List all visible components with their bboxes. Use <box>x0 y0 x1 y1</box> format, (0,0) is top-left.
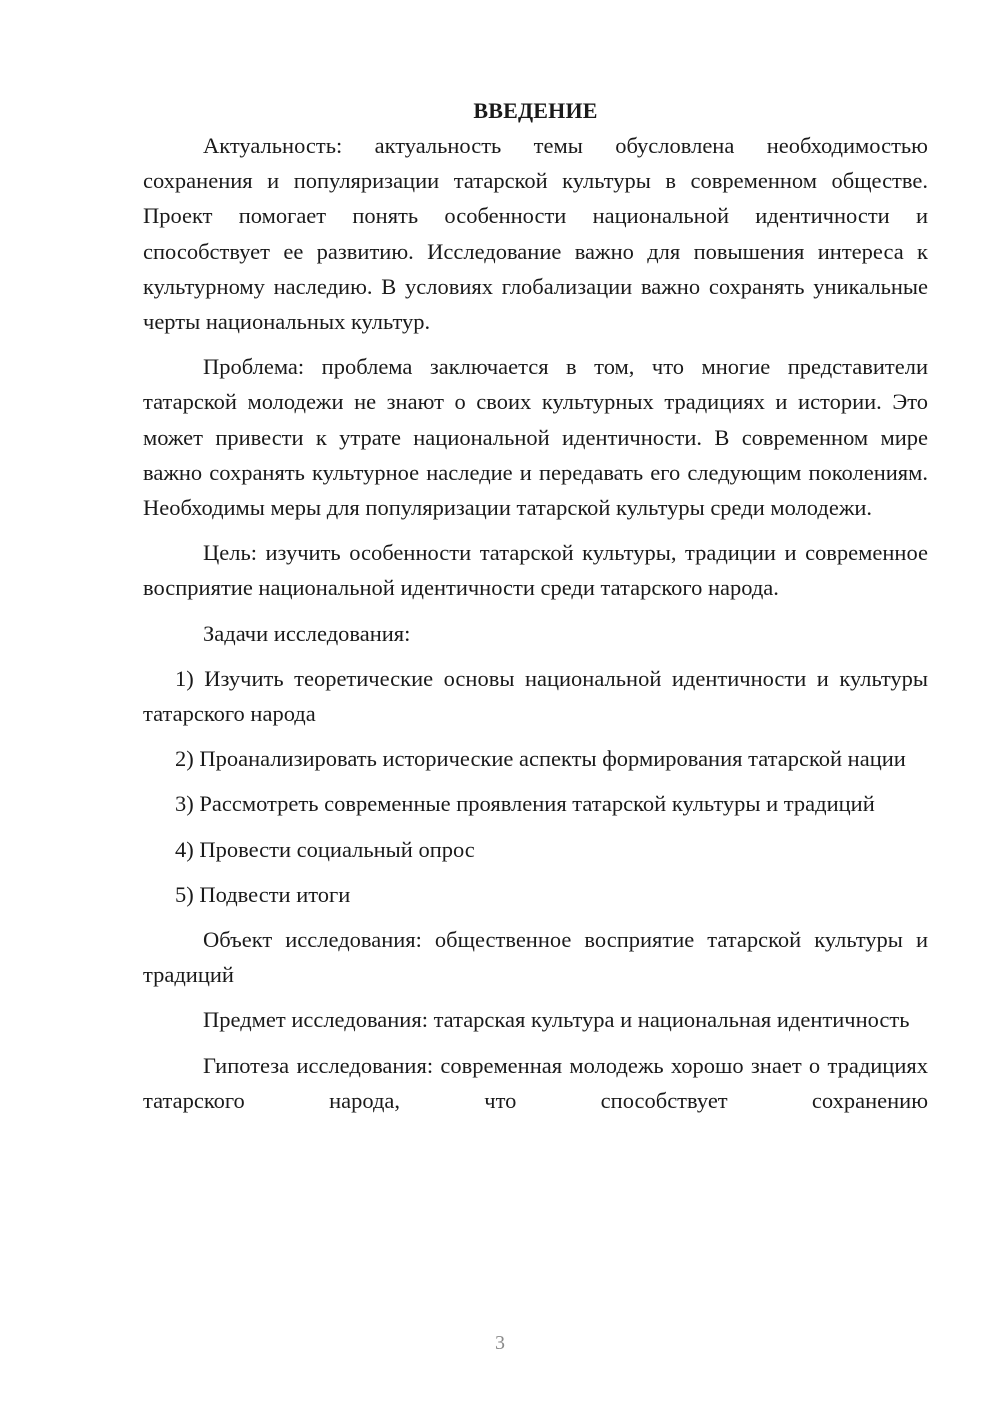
object-paragraph: Объект исследования: общественное восприятие татарской культуры и традиций <box>143 927 928 988</box>
subject-paragraph: Предмет исследования: татарская культура и национальная идентичность <box>203 1007 910 1033</box>
hypothesis-paragraph: Гипотеза исследования: современная молодежь хорошо знает о традициях татарского народа, что способствует сохранению <box>143 1052 928 1113</box>
goal-paragraph: Цель: изучить особенности татарской культуры, традиции и современное восприятие национальной идентичности среди татарского народа. <box>143 540 928 601</box>
problem-paragraph: Проблема: проблема заключается в том, что многие представители татарской молодежи не знают о своих культурных традициях и истории. Это может привести к утрате национальной идентичности. В современном мире важно сохранять культурное наследие и передавать его следующим поколениям. Необходимы меры для популяризации татарской культуры среди молодежи. <box>143 354 928 521</box>
tasks-heading: Задачи исследования: <box>203 620 411 646</box>
task-item-5: 5) Подвести итоги <box>175 881 351 907</box>
task-item-4: 4) Провести социальный опрос <box>175 836 475 862</box>
relevance-paragraph: Актуальность: актуальность темы обусловлена необходимостью сохранения и популяризации татарской культуры в современном обществе. Проект помогает понять особенности национальной идентичности и способствует ее развитию. Исследование важно для повышения интереса к культурному наследию. В условиях глобализации важно сохранять уникальные черты национальных культур. <box>143 133 928 335</box>
section-title: ВВЕДЕНИЕ <box>473 98 598 123</box>
task-item-1: 1) Изучить теоретические основы национальной идентичности и культуры татарского народа <box>143 665 928 727</box>
task-item-3: 3) Рассмотреть современные проявления татарской культуры и традиций <box>175 791 875 817</box>
task-item-2: 2) Проанализировать исторические аспекты формирования татарской нации <box>175 746 906 772</box>
document-page <box>143 93 928 1118</box>
page-number: 3 <box>495 1332 505 1354</box>
